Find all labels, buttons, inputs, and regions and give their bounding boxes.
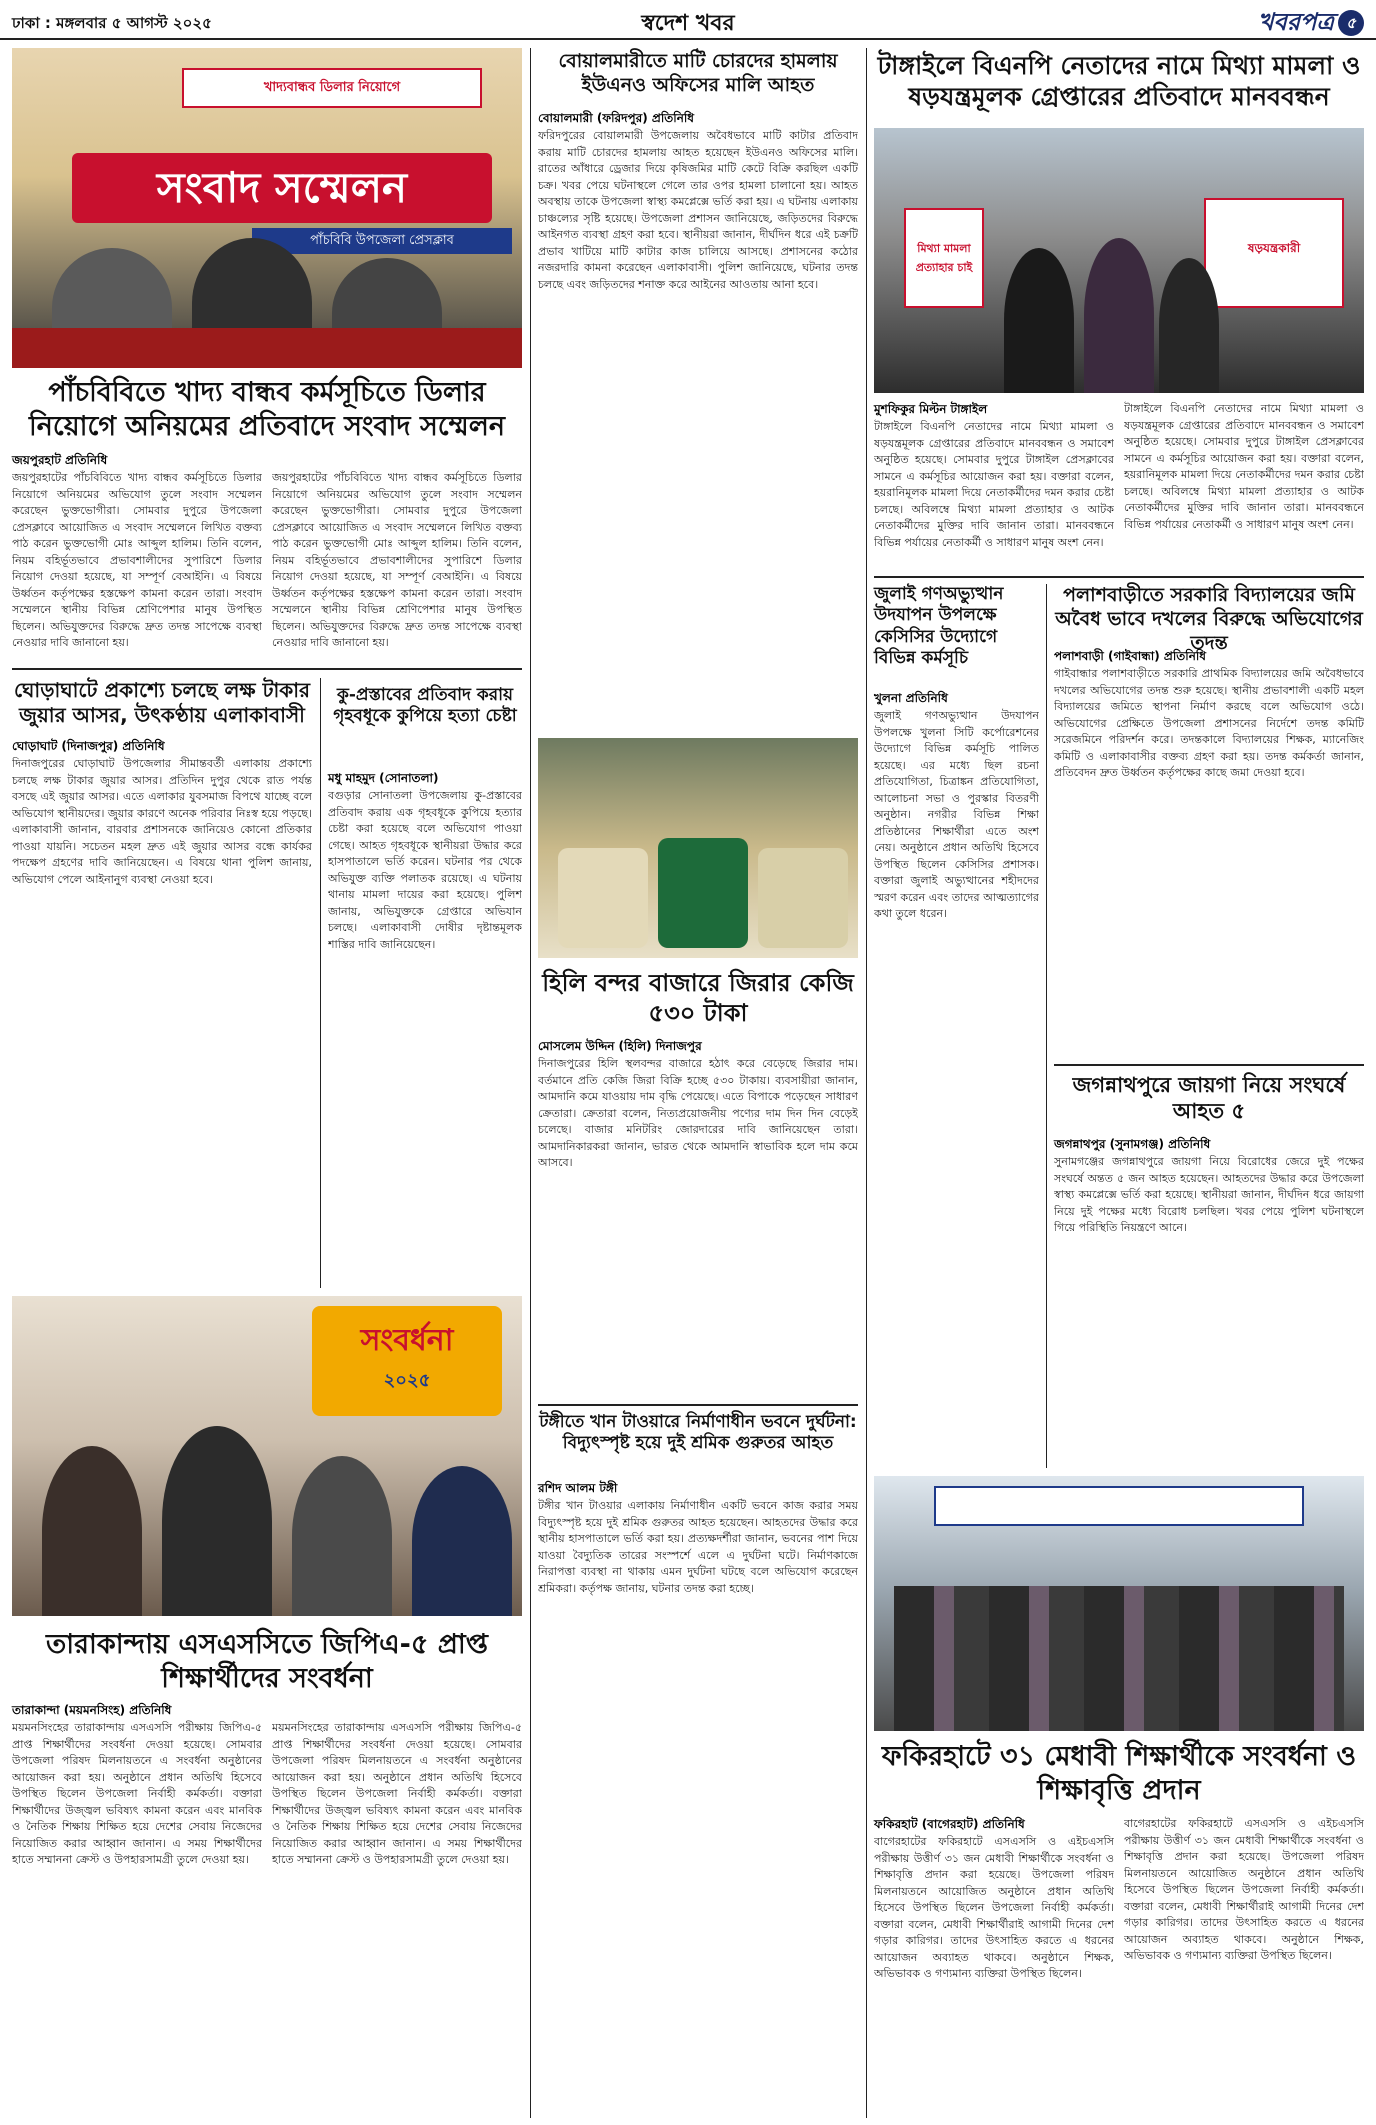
divider	[1054, 1064, 1364, 1066]
spice-market-photo	[538, 738, 858, 958]
column-rule	[866, 48, 867, 2118]
headline-a5: টাঙ্গাইলে বিএনপি নেতাদের নামে মিথ্যা মামলা ও ষড়যন্ত্রমূলক গ্রেপ্তারের প্রতিবাদে মানববন্ধন	[877, 51, 1361, 112]
headline-a7: পলাশবাড়ীতে সরকারি বিদ্যালয়ের জমি অবৈধ ভাবে দখলের বিরুদ্ধে অভিযোগের তদন্ত	[1055, 584, 1363, 654]
stage-banner	[934, 1486, 1304, 1526]
byline-a8: জগন্নাথপুর (সুনামগঞ্জ) প্রতিনিধি	[1054, 1137, 1211, 1151]
person-silhouette	[1084, 238, 1154, 393]
headline-a3: কু-প্রস্তাবের প্রতিবাদ করায় গৃহবধূকে কুপিয়ে হত্যা চেষ্টা	[333, 685, 517, 727]
person-silhouette	[1159, 258, 1219, 393]
page-number: ৫	[1338, 10, 1364, 36]
headline-a2: ঘোড়াঘাটে প্রকাশ্যে চলছে লক্ষ টাকার জুয়ার আসর, উৎকণ্ঠায় এলাকাবাসী	[13, 678, 311, 727]
headline-a6: জুলাই গণঅভ্যুত্থান উদযাপন উপলক্ষে কেসিসির উদ্যোগে বিভিন্ন কর্মসূচি	[874, 584, 1004, 668]
headline-a4: বোয়ালমারীতে মাটি চোরদের হামলায় ইউএনও অফিসের মালি আহত	[558, 50, 838, 96]
headline-a1: পাঁচবিবিতে খাদ্য বান্ধব কর্মসূচিতে ডিলার নিয়োগে অনিয়মের প্রতিবাদে সংবাদ সম্মেলন	[29, 377, 505, 442]
headline-a12: তারাকান্দায় এসএসসিতে জিপিএ-৫ প্রাপ্ত শিক্ষার্থীদের সংবর্ধনা	[46, 1629, 488, 1694]
body-a5: টাঙ্গাইলে বিএনপি নেতাদের নামে মিথ্যা মামলা ও ষড়যন্ত্রমূলক গ্রেপ্তারের প্রতিবাদে মানববন্ধন ও সমাবেশ অনুষ্ঠিত হয়েছে। সোমবার দুপুরে টাঙ্গাইল প্রেসক্লাবের সামনে এ কর্মসূচির আয়োজন করা হয়। বক্তারা বলেন, হয়রানিমূলক মামলা দিয়ে নেতাকর্মীদের দমন করার চেষ্টা চলছে। অবিলম্বে মিথ্যা মামলা প্রত্যাহার ও আটক নেতাকর্মীদের মুক্তির দাবি জানান তারা। মানববন্ধনে বিভিন্ন পর্যায়ের নেতাকর্মী ও সাধারণ মানুষ অংশ নেন।	[874, 420, 1114, 549]
headline-a10: টঙ্গীতে খান টাওয়ারে নির্মাণাধীন ভবনে দুর্ঘটনা: বিদ্যুৎস্পৃষ্ট হয়ে দুই শ্রমিক গুরুতর আহত	[539, 1412, 857, 1454]
headline-a8: জগন্নাথপুরে জায়গা নিয়ে সংঘর্ষে আহত ৫	[1072, 1073, 1346, 1124]
photo-banner-main: সংবর্ধনা	[360, 1323, 454, 1358]
byline-a7: পলাশবাড়ী (গাইবান্ধা) প্রতিনিধি	[1054, 649, 1207, 663]
sack-silhouette	[558, 848, 648, 948]
body-a10: টঙ্গীর খান টাওয়ার এলাকায় নির্মাণাধীন একটি ভবনে কাজ করার সময় বিদ্যুৎস্পৃষ্ট হয়ে দুই শ্রমিক গুরুতর আহত হয়েছেন। আহতদের উদ্ধার করে স্থানীয় হাসপাতালে ভর্তি করা হয়। প্রত্যক্ষদর্শীরা জানান, ভবনের পাশ দিয়ে যাওয়া বৈদ্যুতিক তারের সংস্পর্শে এলে এ দুর্ঘটনা ঘটে। নির্মাণকাজে নিরাপত্তা ব্যবস্থা না থাকায় এমন দুর্ঘটনা ঘটছে বলে অভিযোগ করেছেন শ্রমিকরা। কর্তৃপক্ষ জানায়, ঘটনার তদন্ত করা হচ্ছে।	[538, 1499, 858, 1595]
byline-a11: ফকিরহাট (বাগেরহাট) প্রতিনিধি	[874, 1817, 1025, 1831]
body-a7: গাইবান্ধার পলাশবাড়ীতে সরকারি প্রাথমিক বিদ্যালয়ের জমি অবৈধভাবে দখলের অভিযোগের তদন্ত শুরু হয়েছে। স্থানীয় প্রভাবশালী একটি মহল বিদ্যালয়ের জমিতে স্থাপনা নির্মাণ করছে বলে অভিযোগ ওঠে। অভিযোগের প্রেক্ষিতে উপজেলা প্রশাসনের নির্দেশে তদন্ত কমিটি সরেজমিনে পরিদর্শন করে। তদন্তকালে বিদ্যালয়ের শিক্ষক, ম্যানেজিং কমিটি ও এলাকাবাসীর বক্তব্য গ্রহণ করা হয়। তদন্ত কর্মকর্তা জানান, প্রতিবেদন দ্রুত উর্ধ্বতন কর্তৃপক্ষের কাছে জমা দেওয়া হবে।	[1054, 667, 1364, 779]
byline-a3: মধু মাহমুদ (সোনাতলা)	[328, 771, 439, 785]
reception-photo	[12, 1296, 522, 1616]
body-a6: জুলাই গণঅভ্যুত্থান উদযাপন উপলক্ষে খুলনা সিটি কর্পোরেশনের উদ্যোগে বিভিন্ন কর্মসূচি পালিত হয়েছে। এর মধ্যে ছিল রচনা প্রতিযোগিতা, চিত্রাঙ্কন প্রতিযোগিতা, আলোচনা সভা ও পুরস্কার বিতরণী অনুষ্ঠান। নগরীর বিভিন্ন শিক্ষা প্রতিষ্ঠানের শিক্ষার্থীরা এতে অংশ নেয়। অনুষ্ঠানে প্রধান অতিথি হিসেবে উপস্থিত ছিলেন কেসিসির প্রশাসক। বক্তারা জুলাই অভ্যুত্থানের শহীদদের স্মরণ করেন এবং তাদের আত্মত্যাগের কথা তুলে ধরেন।	[874, 709, 1039, 920]
table-cloth	[12, 328, 522, 368]
byline-a6: খুলনা প্রতিনিধি	[874, 691, 948, 705]
person-silhouette	[42, 1446, 142, 1616]
body-a5-continued: টাঙ্গাইলে বিএনপি নেতাদের নামে মিথ্যা মামলা ও ষড়যন্ত্রমূলক গ্রেপ্তারের প্রতিবাদে মানববন্ধন ও সমাবেশ অনুষ্ঠিত হয়েছে। সোমবার দুপুরে টাঙ্গাইল প্রেসক্লাবের সামনে এ কর্মসূচির আয়োজন করা হয়। বক্তারা বলেন, হয়রানিমূলক মামলা দিয়ে নেতাকর্মীদের দমন করার চেষ্টা চলছে। অবিলম্বে মিথ্যা মামলা প্রত্যাহার ও আটক নেতাকর্মীদের মুক্তির দাবি জানান তারা। মানববন্ধনে বিভিন্ন পর্যায়ের নেতাকর্মী ও সাধারণ মানুষ অংশ নেন।	[1124, 402, 1364, 531]
header-brand	[1258, 4, 1364, 44]
person-silhouette	[292, 1456, 392, 1616]
sack-silhouette	[658, 838, 748, 948]
protest-sign: ষড়যন্ত্রকারী	[1204, 198, 1344, 308]
byline-a5: মুশফিকুর মিল্টন টাঙ্গাইল	[874, 402, 988, 416]
photo-banner-sub: পাঁচবিবি উপজেলা প্রেসক্লাব	[252, 228, 512, 254]
header-section: স্বদেশ খবর	[641, 11, 735, 36]
headline-a11: ফকিরহাটে ৩১ মেধাবী শিক্ষার্থীকে সংবর্ধনা ও শিক্ষাবৃত্তি প্রদান	[881, 1741, 1357, 1806]
brand-logo: খবরপত্র	[1257, 8, 1334, 36]
column-rule	[530, 48, 531, 2118]
person-silhouette	[1004, 248, 1074, 393]
byline-a12: তারাকান্দা (ময়মনসিংহ) প্রতিনিধি	[12, 1703, 172, 1717]
photo-banner-year: ২০২৫	[383, 1370, 431, 1391]
byline-a2: ঘোড়াঘাট (দিনাজপুর) প্রতিনিধি	[12, 739, 165, 753]
byline-a9: মোসলেম উদ্দিন (হিলি) দিনাজপুর	[538, 1039, 702, 1053]
byline-a10: রশিদ আলম টঙ্গী	[538, 1481, 618, 1495]
scholarship-photo	[874, 1476, 1364, 1731]
body-a1-continued: জয়পুরহাটের পাঁচবিবিতে খাদ্য বান্ধব কর্মসূচিতে ডিলার নিয়োগে অনিয়মের অভিযোগ তুলে সংবাদ সম্মেলন করেছেন ভুক্তভোগীরা। সোমবার দুপুরে উপজেলা প্রেসক্লাবে আয়োজিত এ সংবাদ সম্মেলনে লিখিত বক্তব্য পাঠ করেন ভুক্তভোগী মোঃ আব্দুল হালিম। তিনি বলেন, নিয়ম বহির্ভূতভাবে প্রভাবশালীদের সুপারিশে ডিলার নিয়োগ দেওয়া হয়েছে, যা সম্পূর্ণ বেআইনি। এ বিষয়ে উর্ধ্বতন কর্তৃপক্ষের হস্তক্ষেপ কামনা করেন তারা। সংবাদ সম্মেলনে স্থানীয় বিভিন্ন শ্রেণিপেশার মানুষ উপস্থিত ছিলেন। অভিযুক্তদের বিরুদ্ধে দ্রুত তদন্ত সাপেক্ষে ব্যবস্থা নেওয়ার দাবি জানানো হয়।	[272, 471, 522, 649]
column-rule	[320, 678, 321, 1288]
divider	[12, 668, 522, 670]
divider	[538, 1404, 858, 1406]
sack-silhouette	[758, 848, 848, 948]
human-chain-photo	[874, 128, 1364, 393]
person-silhouette	[412, 1466, 512, 1616]
group-silhouette	[894, 1586, 1344, 1731]
press-conference-photo	[12, 48, 522, 368]
body-a2: দিনাজপুরের ঘোড়াঘাট উপজেলার সীমান্তবর্তী এলাকায় প্রকাশ্যে চলছে লক্ষ টাকার জুয়ার আসর। প্রতিদিন দুপুর থেকে রাত পর্যন্ত বসছে এই জুয়ার আসর। এতে এলাকার যুবসমাজ বিপথে যাচ্ছে বলে অভিযোগ স্থানীয়দের। জুয়ার কারণে অনেক পরিবার নিঃস্ব হয়ে পড়ছে। এলাকাবাসী জানান, বারবার প্রশাসনকে জানিয়েও কোনো প্রতিকার পাওয়া যায়নি। সচেতন মহল দ্রুত এই জুয়ার আসর বন্ধে কার্যকর পদক্ষেপ গ্রহণের দাবি জানিয়েছেন। এ বিষয়ে থানা পুলিশ জানায়, অভিযোগ পেলে আইনানুগ ব্যবস্থা নেওয়া হবে।	[12, 757, 312, 886]
body-a8: সুনামগঞ্জের জগন্নাথপুরে জায়গা নিয়ে বিরোধের জেরে দুই পক্ষের সংঘর্ষে অন্তত ৫ জন আহত হয়েছেন। আহতদের উদ্ধার করে উপজেলা স্বাস্থ্য কমপ্লেক্সে ভর্তি করা হয়েছে। স্থানীয়রা জানান, দীর্ঘদিন ধরে জায়গা নিয়ে দুই পক্ষের মধ্যে বিরোধ চলছিল। খবর পেয়ে পুলিশ ঘটনাস্থলে গিয়ে পরিস্থিতি নিয়ন্ত্রণে আনে।	[1054, 1155, 1364, 1234]
header-date: ঢাকা : মঙ্গলবার ৫ আগস্ট ২০২৫	[12, 14, 212, 32]
photo-banner-top: খাদ্যবান্ধব ডিলার নিয়োগে	[182, 68, 482, 108]
body-a12: ময়মনসিংহের তারাকান্দায় এসএসসি পরীক্ষায় জিপিএ-৫ প্রাপ্ত শিক্ষার্থীদের সংবর্ধনা দেওয়া হয়েছে। সোমবার উপজেলা পরিষদ মিলনায়তনে এ সংবর্ধনা অনুষ্ঠানের আয়োজন করা হয়। অনুষ্ঠানে প্রধান অতিথি হিসেবে উপস্থিত ছিলেন উপজেলা নির্বাহী কর্মকর্তা। বক্তারা শিক্ষার্থীদের উজ্জ্বল ভবিষ্যৎ কামনা করেন এবং মানবিক ও নৈতিক শিক্ষায় শিক্ষিত হয়ে দেশের সেবায় নিজেদের নিয়োজিত করার আহ্বান জানান। এ সময় শিক্ষার্থীদের হাতে সম্মাননা ক্রেস্ট ও উপহারসামগ্রী তুলে দেওয়া হয়।	[12, 1721, 262, 1866]
photo-banner-main: সংবাদ সম্মেলন	[72, 153, 492, 223]
body-a11: বাগেরহাটের ফকিরহাটে এসএসসি ও এইচএসসি পরীক্ষায় উত্তীর্ণ ৩১ জন মেধাবী শিক্ষার্থীকে সংবর্ধনা ও শিক্ষাবৃত্তি প্রদান করা হয়েছে। উপজেলা পরিষদ মিলনায়তনে আয়োজিত অনুষ্ঠানে প্রধান অতিথি হিসেবে উপস্থিত ছিলেন উপজেলা নির্বাহী কর্মকর্তা। বক্তারা বলেন, মেধাবী শিক্ষার্থীরাই আগামী দিনের দেশ গড়ার কারিগর। তাদের উৎসাহিত করতে এ ধরনের আয়োজন অব্যাহত থাকবে। অনুষ্ঠানে শিক্ষক, অভিভাবক ও গণ্যমান্য ব্যক্তিরা উপস্থিত ছিলেন।	[874, 1835, 1114, 1980]
headline-a9: হিলি বন্দর বাজারে জিরার কেজি ৫৩০ টাকা	[542, 969, 854, 1027]
byline-a4: বোয়ালমারী (ফরিদপুর) প্রতিনিধি	[538, 111, 695, 125]
divider	[874, 576, 1364, 578]
body-a11-continued: বাগেরহাটের ফকিরহাটে এসএসসি ও এইচএসসি পরীক্ষায় উত্তীর্ণ ৩১ জন মেধাবী শিক্ষার্থীকে সংবর্ধনা ও শিক্ষাবৃত্তি প্রদান করা হয়েছে। উপজেলা পরিষদ মিলনায়তনে আয়োজিত অনুষ্ঠানে প্রধান অতিথি হিসেবে উপস্থিত ছিলেন উপজেলা নির্বাহী কর্মকর্তা। বক্তারা বলেন, মেধাবী শিক্ষার্থীরাই আগামী দিনের দেশ গড়ার কারিগর। তাদের উৎসাহিত করতে এ ধরনের আয়োজন অব্যাহত থাকবে। অনুষ্ঠানে শিক্ষক, অভিভাবক ও গণ্যমান্য ব্যক্তিরা উপস্থিত ছিলেন।	[1124, 1817, 1364, 1962]
byline-a1: জয়পুরহাট প্রতিনিধি	[12, 453, 108, 467]
body-a3: বগুড়ার সোনাতলা উপজেলায় কু-প্রস্তাবের প্রতিবাদ করায় এক গৃহবধূকে কুপিয়ে হত্যার চেষ্টা করা হয়েছে বলে অভিযোগ পাওয়া গেছে। আহত গৃহবধূকে স্থানীয়রা উদ্ধার করে হাসপাতালে ভর্তি করেন। ঘটনার পর থেকে অভিযুক্ত ব্যক্তি পলাতক রয়েছে। এ ঘটনায় থানায় মামলা দায়ের করা হয়েছে। পুলিশ জানায়, অভিযুক্তকে গ্রেপ্তারে অভিযান চলছে। এলাকাবাসী দোষীর দৃষ্টান্তমূলক শাস্তির দাবি জানিয়েছেন।	[328, 789, 522, 951]
body-a4: ফরিদপুরের বোয়ালমারী উপজেলায় অবৈধভাবে মাটি কাটার প্রতিবাদ করায় মাটি চোরদের হামলায় আহত হয়েছেন ইউএনও অফিসের মালি। রাতের আঁধারে ড্রেজার দিয়ে কৃষিজমির মাটি কেটে বিক্রি করছিল একটি চক্র। খবর পেয়ে ঘটনাস্থলে গেলে তার ওপর হামলা চালানো হয়। আহত অবস্থায় তাকে উপজেলা স্বাস্থ্য কমপ্লেক্সে ভর্তি করা হয়। এ ঘটনায় এলাকায় চাঞ্চল্যের সৃষ্টি হয়েছে। উপজেলা প্রশাসন জানিয়েছে, জড়িতদের বিরুদ্ধে আইনগত ব্যবস্থা গ্রহণ করা হবে। স্থানীয়রা জানান, দীর্ঘদিন ধরে এই চক্রটি প্রভাব খাটিয়ে মাটি কাটার কাজ চালিয়ে আসছে। প্রশাসনের কঠোর নজরদারি কামনা করেছেন এলাকাবাসী। পুলিশ জানিয়েছে, ঘটনার তদন্ত চলছে এবং জড়িতদের শনাক্ত করে আইনের আওতায় আনা হবে।	[538, 129, 858, 291]
body-a9: দিনাজপুরের হিলি স্থলবন্দর বাজারে হঠাৎ করে বেড়েছে জিরার দাম। বর্তমানে প্রতি কেজি জিরা বিক্রি হচ্ছে ৫৩০ টাকায়। ব্যবসায়ীরা জানান, আমদানি কমে যাওয়ায় দাম বৃদ্ধি পেয়েছে। এতে বিপাকে পড়েছেন সাধারণ ক্রেতারা। ক্রেতারা বলেন, নিত্যপ্রয়োজনীয় পণ্যের দাম দিন দিন বেড়েই চলেছে। বাজার মনিটরিং জোরদারের দাবি জানিয়েছেন তারা। আমদানিকারকরা জানান, ভারত থেকে আমদানি স্বাভাবিক হলে দাম কমে আসবে।	[538, 1057, 858, 1169]
page-header	[0, 0, 1376, 40]
person-silhouette	[162, 1426, 272, 1616]
protest-sign: মিথ্যা মামলা প্রত্যাহার চাই	[904, 208, 984, 308]
column-rule	[1046, 584, 1047, 1468]
body-a12-continued: ময়মনসিংহের তারাকান্দায় এসএসসি পরীক্ষায় জিপিএ-৫ প্রাপ্ত শিক্ষার্থীদের সংবর্ধনা দেওয়া হয়েছে। সোমবার উপজেলা পরিষদ মিলনায়তনে এ সংবর্ধনা অনুষ্ঠানের আয়োজন করা হয়। অনুষ্ঠানে প্রধান অতিথি হিসেবে উপস্থিত ছিলেন উপজেলা নির্বাহী কর্মকর্তা। বক্তারা শিক্ষার্থীদের উজ্জ্বল ভবিষ্যৎ কামনা করেন এবং মানবিক ও নৈতিক শিক্ষায় শিক্ষিত হয়ে দেশের সেবায় নিজেদের নিয়োজিত করার আহ্বান জানান। এ সময় শিক্ষার্থীদের হাতে সম্মাননা ক্রেস্ট ও উপহারসামগ্রী তুলে দেওয়া হয়।	[272, 1721, 522, 1866]
body-a1: জয়পুরহাটের পাঁচবিবিতে খাদ্য বান্ধব কর্মসূচিতে ডিলার নিয়োগে অনিয়মের অভিযোগ তুলে সংবাদ সম্মেলন করেছেন ভুক্তভোগীরা। সোমবার দুপুরে উপজেলা প্রেসক্লাবে আয়োজিত এ সংবাদ সম্মেলনে লিখিত বক্তব্য পাঠ করেন ভুক্তভোগী মোঃ আব্দুল হালিম। তিনি বলেন, নিয়ম বহির্ভূতভাবে প্রভাবশালীদের সুপারিশে ডিলার নিয়োগ দেওয়া হয়েছে, যা সম্পূর্ণ বেআইনি। এ বিষয়ে উর্ধ্বতন কর্তৃপক্ষের হস্তক্ষেপ কামনা করেন তারা। সংবাদ সম্মেলনে স্থানীয় বিভিন্ন শ্রেণিপেশার মানুষ উপস্থিত ছিলেন। অভিযুক্তদের বিরুদ্ধে দ্রুত তদন্ত সাপেক্ষে ব্যবস্থা নেওয়ার দাবি জানানো হয়।	[12, 471, 262, 649]
